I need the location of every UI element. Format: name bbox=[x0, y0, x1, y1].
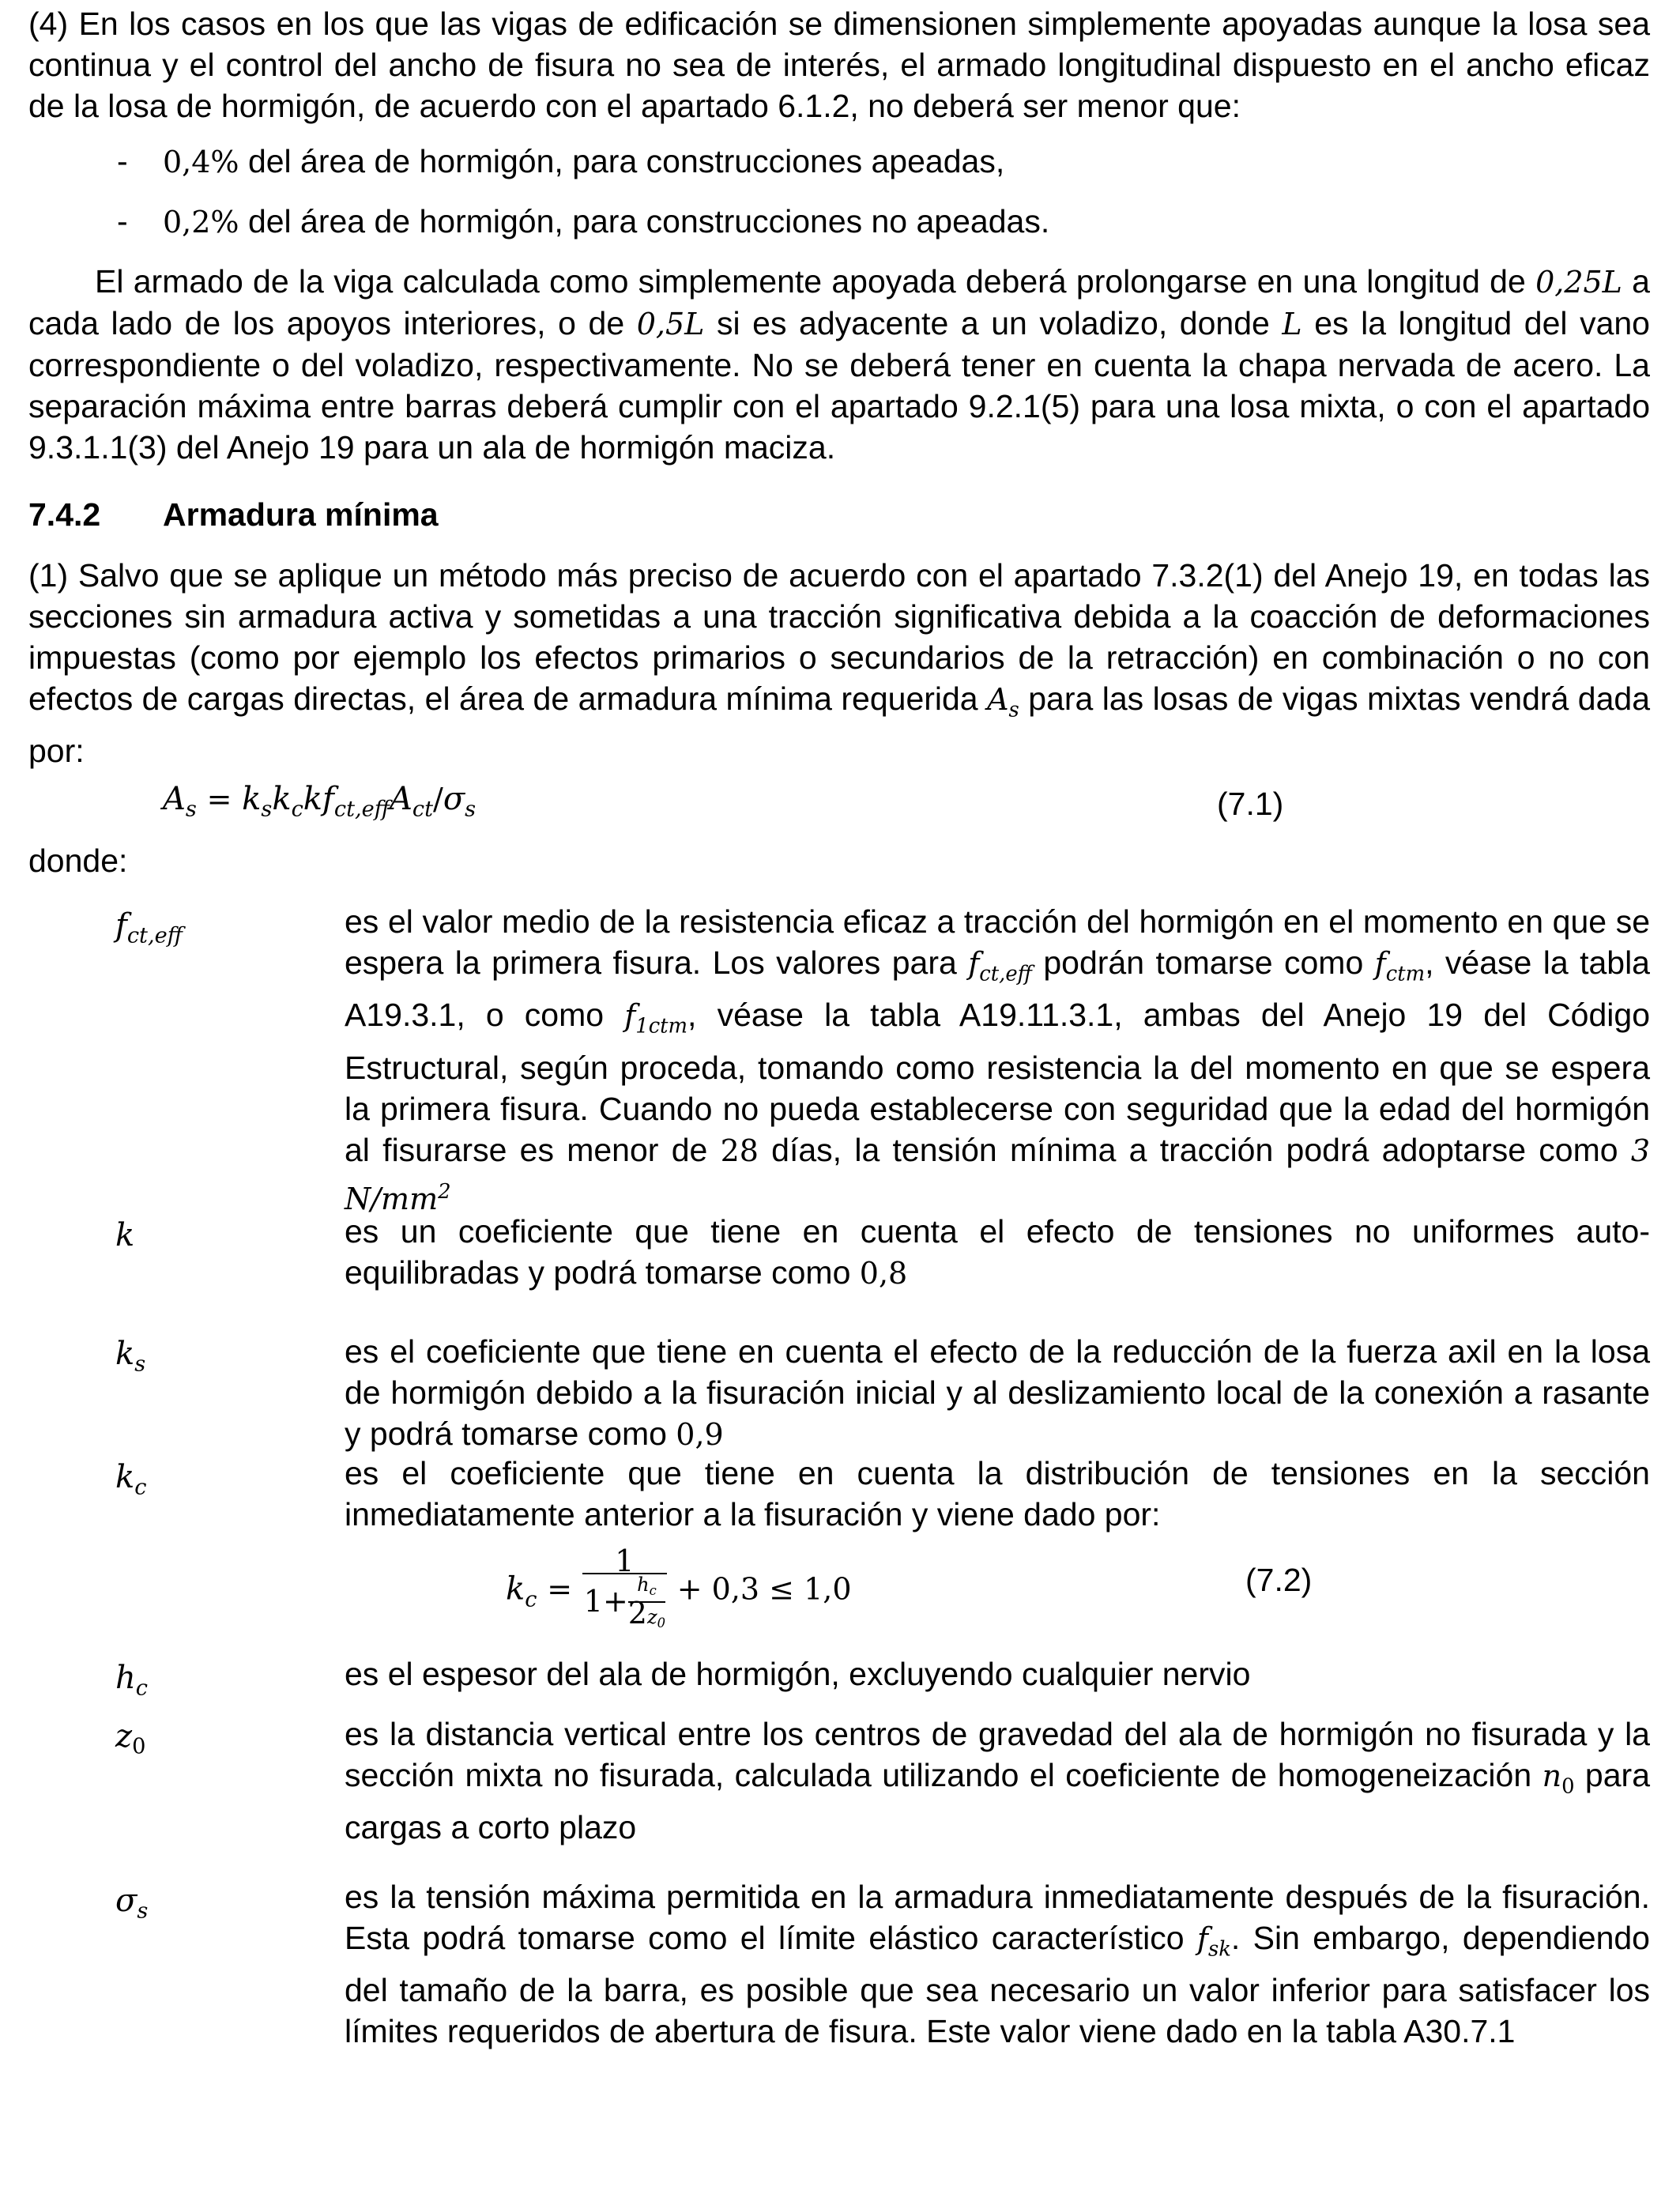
definition-fcteff bbox=[345, 901, 1650, 1220]
bullet-value-1: 0,4% bbox=[163, 145, 239, 179]
def-fcteff-days: 28 bbox=[720, 1133, 759, 1168]
inline-fctm: $f_{ctm}$ bbox=[1374, 946, 1426, 986]
definition-kc: es el coeficiente que tiene en cuenta la distribución de tensiones en la sección inmediatamente anterior a la fisuración y viene dado por: bbox=[345, 1455, 1650, 1532]
def-sigmas-b: . Sin embargo, dependiendo del tamaño de la barra, es posible que sea necesario un valor inferior para satisfacer los límites requeridos de abertura de fisura. Este valor viene dado en la tabla A30.7.1 bbox=[345, 1920, 1650, 2050]
fraction-kc: 1 1+ $\frac{h_c}{2z_0}$ bbox=[583, 1544, 666, 1631]
bullet-dash-2: - bbox=[117, 203, 128, 239]
p2-value-05L: 0,5L bbox=[636, 307, 705, 341]
p2-text-c: si es adyacente a un voladizo, donde bbox=[704, 305, 1283, 341]
inline-fsk: $f_{sk}$ bbox=[1196, 1921, 1231, 1962]
equation-7-2: $k_c$ = 1 1+ $\frac{h_c}{2z_0}$ + 0,3 ≤ 1,0 bbox=[506, 1549, 852, 1634]
definition-z0 bbox=[345, 1713, 1650, 1848]
def-k-text: es un coeficiente que tiene en cuenta el efecto de tensiones no uniformes auto-equilibradas y podrá tomarse como bbox=[345, 1213, 1650, 1291]
def-fcteff-b: podrán tomarse como bbox=[1031, 944, 1375, 981]
symbol-hc: $h_c$ bbox=[115, 1660, 148, 1701]
def-fcteff-unit: 3 N/mm bbox=[345, 1133, 1650, 1216]
as-symbol bbox=[987, 682, 1019, 722]
heading-number: 7.4.2 bbox=[28, 496, 101, 533]
bullet-text-1: del área de hormigón, para construcciones apeadas, bbox=[239, 143, 1005, 179]
donde-label: donde: bbox=[28, 843, 128, 879]
equation-number-7-1: (7.1) bbox=[1217, 786, 1284, 822]
def-fcteff-c: , véase la tabla A19.3.1, o como bbox=[345, 944, 1650, 1034]
equation-7-2-tail: + 0,3 ≤ 1,0 bbox=[676, 1571, 852, 1607]
heading-title: Armadura mínima bbox=[163, 496, 439, 533]
inline-f1ctm: $f_{1ctm}$ bbox=[624, 998, 688, 1039]
symbol-kc: $k_c$ bbox=[115, 1459, 147, 1500]
p2-text-a: El armado de la viga calculada como simplemente apoyada deberá prolongarse en una longitud de bbox=[95, 263, 1536, 300]
bullet-value-2: 0,2% bbox=[163, 205, 239, 239]
symbol-z0: $z_0$ bbox=[115, 1718, 146, 1759]
bullet-item-1 bbox=[163, 141, 1004, 183]
definition-k bbox=[345, 1211, 1650, 1294]
symbol-sigmas: $\sigma_s$ bbox=[115, 1883, 149, 1924]
symbol-k: k bbox=[115, 1217, 135, 1253]
paragraph-armado bbox=[28, 261, 1650, 468]
symbol-ks: $k_s$ bbox=[115, 1336, 146, 1377]
def-z0-text: es la distancia vertical entre los centros de gravedad del ala de hormigón no fisurada y la sección mixta no fisurada, calculada utilizando el coeficiente de homogeneización bbox=[345, 1716, 1650, 1793]
def-fcteff-a: es el valor medio de la resistencia eficaz a tracción del hormigón en el momento en que se espera la primera fisura. Los valores para bbox=[345, 903, 1650, 981]
section-heading bbox=[28, 496, 439, 533]
paragraph-4: (4) En los casos en los que las vigas de edificación se dimensionen simplemente apoyadas aunque la losa sea continua y el control del ancho de fisura no sea de interés, el armado longitudinal dispuesto en el ancho eficaz de la losa de hormigón, de acuerdo con el apartado 6.1.2, no deberá ser menor que: bbox=[28, 6, 1650, 124]
def-ks-value: 0,9 bbox=[676, 1417, 724, 1452]
def-sigmas-a: es la tensión máxima permitida en la armadura inmediatamente después de la fisuración. Esta podrá tomarse como el límite elástico característico bbox=[345, 1879, 1650, 1956]
inline-n0: $n_0$ bbox=[1542, 1759, 1575, 1799]
p2-value-L: L bbox=[1282, 307, 1302, 341]
as-symbol-main: A bbox=[987, 682, 1009, 717]
def-ks-text: es el coeficiente que tiene en cuenta el efecto de la reducción de la fuerza axil en la losa de hormigón debido a la fisuración inicial y al deslizamiento local de la conexión a rasante y podrá tomarse como bbox=[345, 1333, 1650, 1452]
bullet-dash-1: - bbox=[117, 143, 128, 179]
p1-tail: para las losas de vigas mixtas vendrá dada por: bbox=[28, 680, 1650, 770]
def-fcteff-d: , véase la tabla A19.11.3.1, ambas del Anejo 19 del Código Estructural, según proceda, tomando como resistencia la del momento en que se espera la primera fisura. Cuando no pueda establecerse con seguridad que la edad del hormigón al fisurarse es menor de bbox=[345, 997, 1650, 1168]
def-fcteff-e: días, la tensión mínima a tracción podrá adoptarse como bbox=[758, 1131, 1631, 1168]
equation-7-1: $A_s = k_sk_ckf_{ct,eff}A_{ct}/\sigma_s$ bbox=[163, 781, 477, 822]
def-z0-tail: para cargas a corto plazo bbox=[345, 1757, 1650, 1846]
inline-unit: 3 $N/mm^2$ bbox=[345, 1133, 1650, 1216]
p2-text-d: es la longitud del vano correspondiente o del voladizo, respectivamente. No se deberá tener en cuenta la chapa nervada de acero. La separación máxima entre barras deberá cumplir con el apartado 9.2.1(5) para una losa mixta, o con el apartado 9.3.1.1(3) del Anejo 19 para un ala de hormigón maciza. bbox=[28, 305, 1650, 466]
definition-ks bbox=[345, 1331, 1650, 1455]
definition-sigmas bbox=[345, 1876, 1650, 2052]
def-k-value: 0,8 bbox=[859, 1256, 908, 1291]
definition-hc: es el espesor del ala de hormigón, excluyendo cualquier nervio bbox=[345, 1656, 1251, 1692]
p2-value-025L: 0,25L bbox=[1535, 265, 1622, 300]
p2-text-b: a cada lado de los apoyos interiores, o de bbox=[28, 263, 1650, 341]
p1-text: (1) Salvo que se aplique un método más preciso de acuerdo con el apartado 7.3.2(1) del Anejo 19, en todas las secciones sin armadura activa y sometidas a una tracción significativa debida a la coacción de deformaciones impuestas (como por ejemplo los efectos primarios o secundarios de la retracción) en combinación o no con efectos de cargas directas, el área de armadura mínima requerida bbox=[28, 557, 1650, 717]
bullet-item-2 bbox=[163, 201, 1049, 243]
symbol-fcteff: $f_{ct,eff}$ bbox=[115, 907, 183, 948]
paragraph-1 bbox=[28, 555, 1650, 771]
inline-fcteff: $f_{ct,eff}$ bbox=[968, 946, 1032, 986]
bullet-text-2: del área de hormigón, para construcciones no apeadas. bbox=[239, 203, 1050, 239]
equation-number-7-2: (7.2) bbox=[1245, 1562, 1313, 1598]
as-symbol-sub: s bbox=[1008, 698, 1019, 722]
